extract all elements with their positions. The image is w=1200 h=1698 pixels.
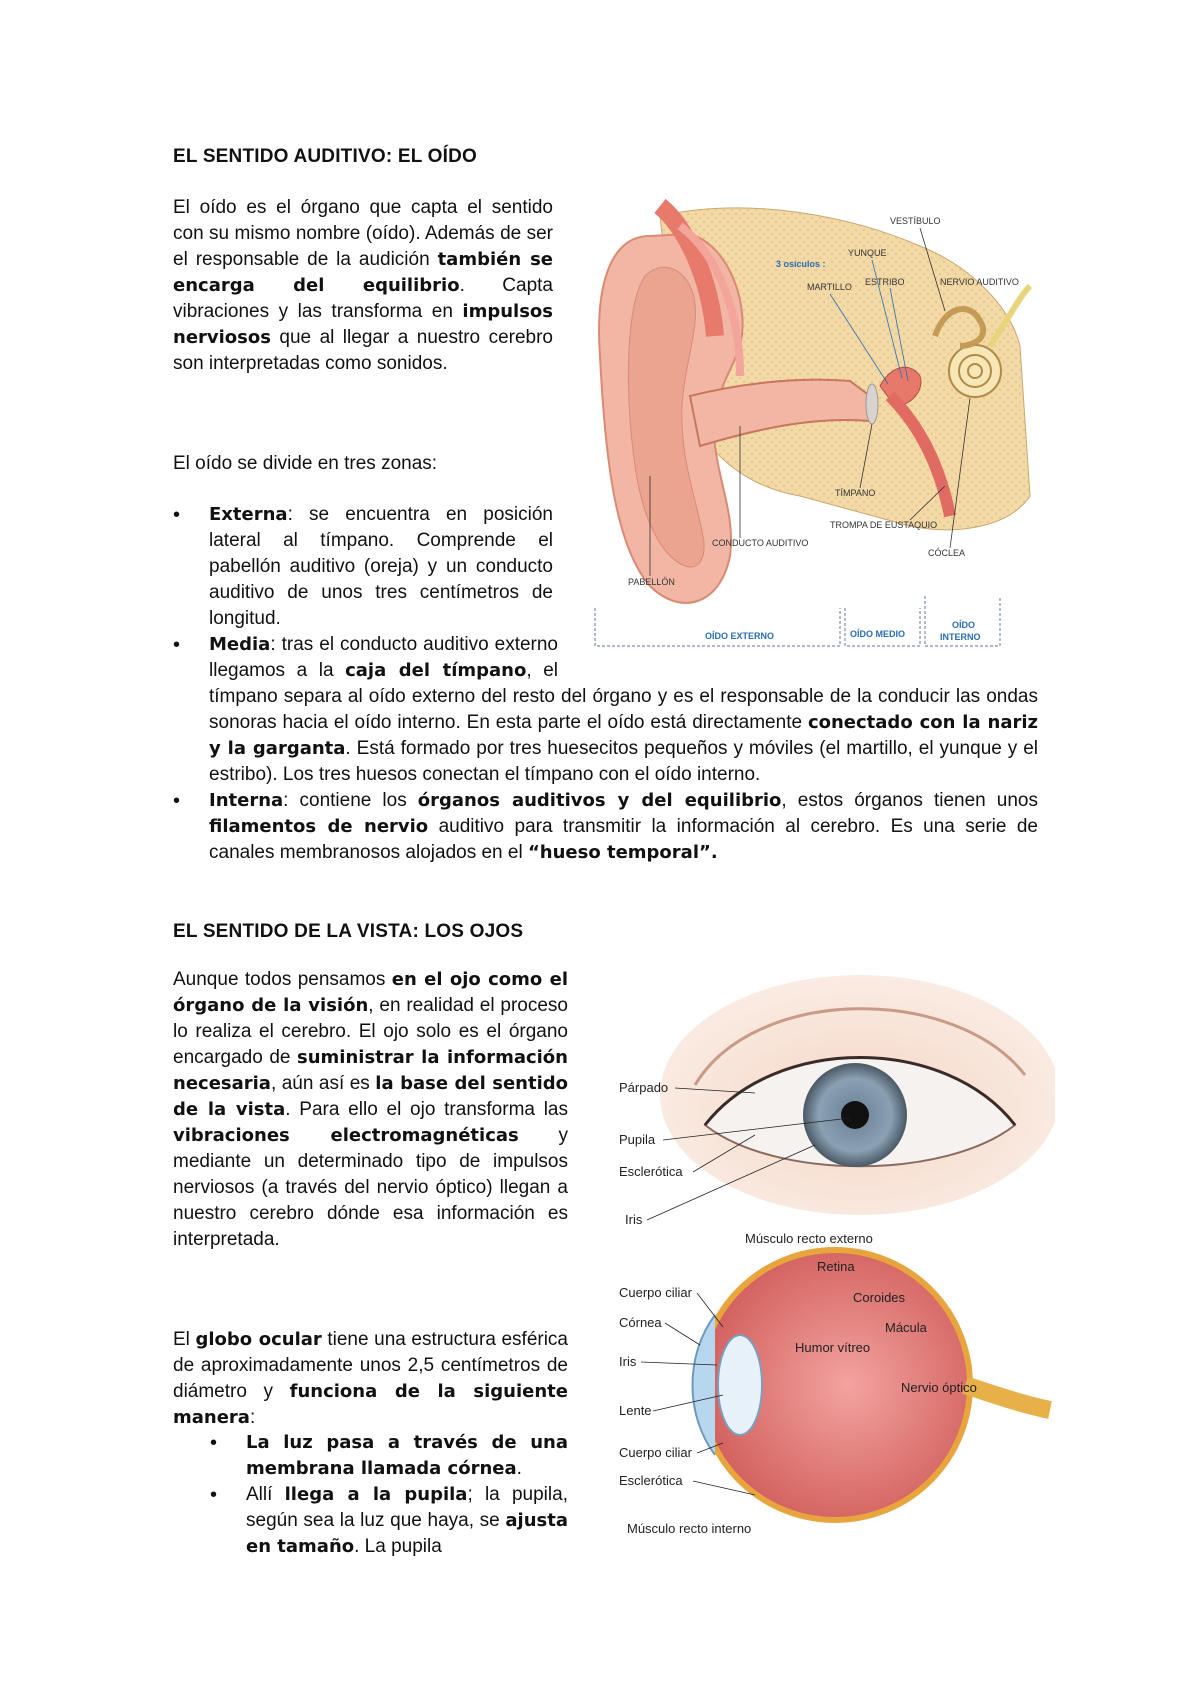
- label-humor-vitreo: Humor vítreo: [795, 1340, 871, 1355]
- zone-label-interno-1: OÍDO: [952, 620, 976, 630]
- label-esclerotica-top: Esclerótica: [619, 1164, 683, 1179]
- label-iris-section: Iris: [619, 1354, 637, 1369]
- eye-step-pupil: • Allí llega a la pupila; la pupila, según sea la luz que haya, se ajusta en tamaño. La pupila: [246, 1482, 568, 1560]
- cornea-section: [693, 1315, 716, 1455]
- zone-label-interno-2: INTERNO: [940, 632, 981, 642]
- label-recto-interno: Músculo recto interno: [627, 1521, 752, 1536]
- eardrum-shape: [866, 384, 878, 424]
- zone-label-medio: OÍDO MEDIO: [850, 629, 906, 639]
- label-estribo: ESTRIBO: [865, 277, 905, 287]
- label-parpado: Párpado: [619, 1080, 669, 1095]
- ear-anatomy-diagram: [590, 196, 1040, 660]
- zone-external-item: • Externa: se encuentra en posición lateral al tímpano. Comprende el pabellón auditivo (oreja) y un conducto auditivo de unos tres centímetros de longitud.: [209, 502, 1038, 632]
- label-esclerotica-section: Esclerótica: [619, 1473, 683, 1488]
- ear-section-title: EL SENTIDO AUDITIVO: EL OÍDO: [173, 146, 477, 167]
- label-martillo: MARTILLO: [807, 282, 852, 292]
- optic-nerve-section: [965, 1385, 1050, 1410]
- label-lente: Lente: [619, 1403, 652, 1418]
- label-macula: Mácula: [885, 1320, 927, 1335]
- label-cornea: Córnea: [619, 1315, 662, 1330]
- label-pabellon: PABELLÓN: [628, 577, 675, 587]
- eye-steps-list: [246, 1430, 568, 1560]
- label-cuerpo-ciliar-1: Cuerpo ciliar: [619, 1285, 692, 1300]
- zone-middle-item: • Media: tras el conducto auditivo externo llegamos a la caja del tímpano, el tímpano separa al oído externo del resto del órgano y es el responsable de la conducir las ondas sonoras hacia el oído interno. En esta parte el oído está directamente conectado con la nariz y la garganta. Está formado por tres huesecitos pequeños y móviles (el martillo, el yunque y el estribo). Los tres huesos conectan el tímpano con el oído interno.: [209, 632, 1038, 788]
- zone-internal-item: • Interna: contiene los órganos auditivos y del equilibrio, estos órganos tienen unos filamentos de nervio auditivo para transmitir la información al cerebro. Es una serie de canales membranosos alojados en el “hueso temporal”.: [209, 788, 1038, 866]
- label-yunque: YUNQUE: [848, 248, 887, 258]
- label-cuerpo-ciliar-2: Cuerpo ciliar: [619, 1445, 692, 1460]
- label-retina: Retina: [817, 1259, 855, 1274]
- label-conducto: CONDUCTO AUDITIVO: [712, 538, 809, 548]
- label-trompa: TROMPA DE EUSTAQUIO: [830, 520, 938, 530]
- eye-globe-paragraph: El globo ocular tiene una estructura esférica de aproximadamente unos 2,5 centímetros de diámetro y funciona de la siguiente manera:: [173, 1329, 569, 1428]
- eye-pupil: [841, 1101, 869, 1129]
- label-vestibulo: VESTÍBULO: [890, 216, 941, 226]
- label-recto-externo: Músculo recto externo: [745, 1231, 873, 1246]
- label-iris-top: Iris: [625, 1212, 643, 1227]
- ear-zones-intro: El oído se divide en tres zonas:: [173, 453, 438, 474]
- label-coclea: CÓCLEA: [928, 548, 966, 558]
- label-nervio-optico: Nervio óptico: [901, 1380, 977, 1395]
- eye-section-title: EL SENTIDO DE LA VISTA: LOS OJOS: [173, 921, 524, 942]
- ear-intro-paragraph: El oído es el órgano que capta el sentido con su mismo nombre (oído). Además de ser el responsable de la audición también se encarga del equilibrio. Capta vibraciones y las transforma en impulsos nerviosos que al llegar a nuestro cerebro son interpretadas como sonidos.: [173, 197, 553, 374]
- label-pupila: Pupila: [619, 1132, 656, 1147]
- label-coroides: Coroides: [853, 1290, 906, 1305]
- zone-label-externo: OÍDO EXTERNO: [705, 631, 775, 641]
- cochlea-shape: [949, 345, 1001, 397]
- label-osiculos: 3 osículos :: [776, 259, 826, 269]
- eye-intro-paragraph: Aunque todos pensamos en el ojo como el órgano de la visión, en realidad el proceso lo realiza el cerebro. El ojo solo es el órgano encargado de suministrar la información necesaria, aún así es la base del sentido de la vista. Para ello el ojo transforma las vibraciones electromagnéticas y mediante un determinado tipo de impulsos nerviosos (a través del nervio óptico) llegan a nuestro cerebro dónde esa información es interpretada.: [173, 969, 569, 1250]
- lens-section: [718, 1335, 762, 1435]
- eye-anatomy-diagram: [605, 955, 1055, 1565]
- label-timpano: TÍMPANO: [835, 488, 876, 498]
- eye-step-cornea: • La luz pasa a través de una membrana llamada córnea.: [246, 1430, 568, 1482]
- label-nervio-auditivo: NERVIO AUDITIVO: [940, 277, 1019, 287]
